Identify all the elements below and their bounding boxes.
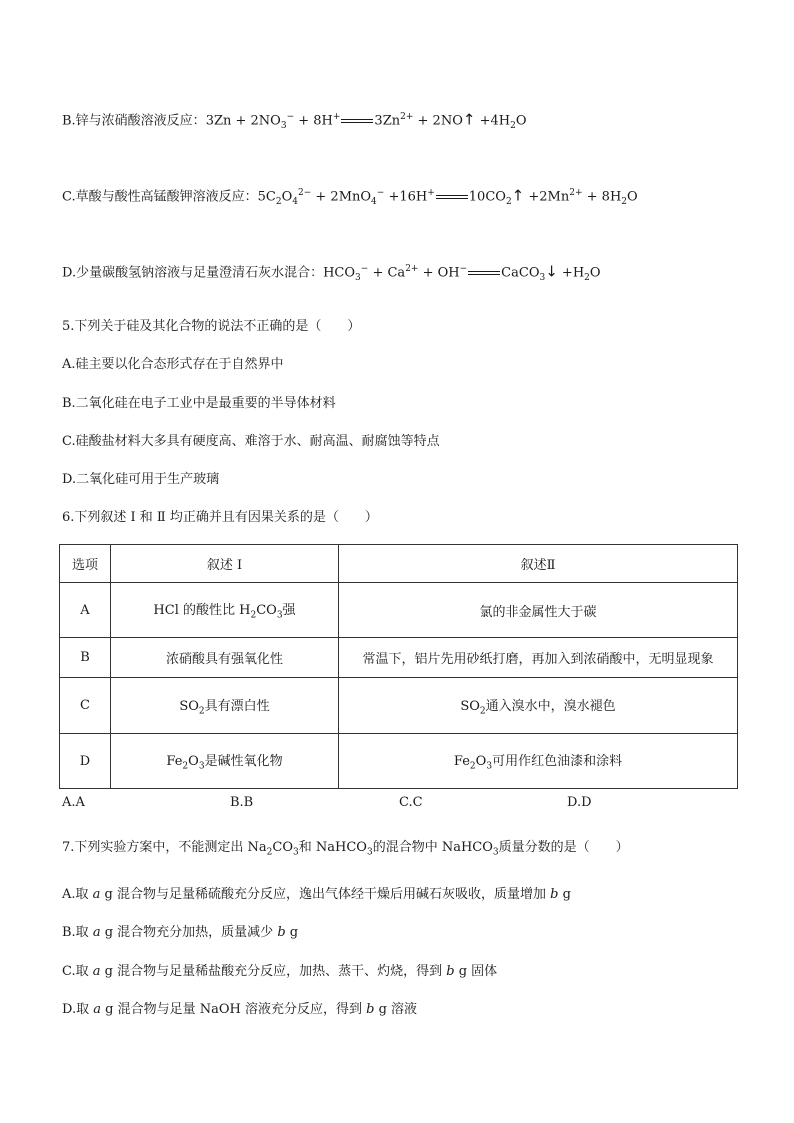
header-statement-2: 叙述Ⅱ (339, 545, 738, 583)
q5-stem: 5.下列关于硅及其化合物的说法不正确的是（ ） (62, 319, 361, 334)
table-row: C $SO_2$具有漂白性 $SO_2$通入溴水中，溴水褪色 (60, 678, 738, 734)
table-row: A HCl 的酸性比 $H_2CO_3$强 氯的非金属性大于碳 (60, 583, 738, 638)
q6-option-c: C.C (399, 795, 423, 810)
q5-option-c: C.硅酸盐材料大多具有硬度高、难溶于水、耐高温、耐腐蚀等特点 (62, 434, 440, 449)
q6-answer-options (62, 795, 762, 815)
q7-option-d: D.取 a g 混合物与足量 NaOH 溶液充分反应，得到 b g 溶液 (62, 1002, 418, 1017)
equals-sign (341, 119, 373, 123)
header-option: 选项 (60, 545, 111, 583)
table-header-row (60, 545, 738, 583)
q6-stem: 6.下列叙述 Ⅰ 和 Ⅱ 均正确并且有因果关系的是（ ） (62, 510, 378, 525)
gas-arrow-icon: ↑ (511, 186, 525, 205)
equals-sign (468, 271, 500, 275)
q7-option-c: C.取 a g 混合物与足量稀盐酸充分反应，加热、蒸干、灼烧，得到 b g 固体 (62, 964, 498, 979)
q4-option-b: B.锌与浓硝酸溶液反应：$3Zn + 2NO_3^- + 8H^+$ $3Zn^{2+}$ + 2NO↑ $+4H_2O$ (62, 110, 527, 131)
table-row: D $Fe_2O_3$是碱性氧化物 $Fe_2O_3$可用作红色油漆和涂料 (60, 734, 738, 789)
q4-option-d: D.少量碳酸氢钠溶液与足量澄清石灰水混合：$HCO_3^- + Ca^{2+} + OH^-$ CaCO$_3$↓ $+H_2O$ (62, 262, 601, 283)
q7-option-a: A.取 a g 混合物与足量稀硫酸充分反应，逸出气体经干燥后用碱石灰吸收，质量增加 b g (62, 887, 571, 902)
precipitate-arrow-icon: ↓ (545, 262, 558, 281)
gas-arrow-icon: ↑ (462, 110, 476, 129)
q4-option-c: C.草酸与酸性高锰酸钾溶液反应：$5C_2O_4^{2-} + 2MnO_4^- +16H^+$ $10CO_2↑ +2Mn^{2+} + 8H_2O$ (62, 186, 638, 207)
q5-option-b: B.二氧化硅在电子工业中是最重要的半导体材料 (62, 396, 336, 411)
q6-option-b: B.B (230, 795, 254, 810)
q5-option-d: D.二氧化硅可用于生产玻璃 (62, 472, 220, 487)
q7-stem: 7.下列实验方案中，不能测定出 $Na_2CO_3$和 NaHCO$_3$的混合物中 NaHCO$_3$质量分数的是（ ） (62, 840, 629, 858)
header-statement-1: 叙述 Ⅰ (111, 545, 339, 583)
q6-option-a: A.A (62, 795, 85, 810)
q5-option-a: A.硅主要以化合态形式存在于自然界中 (62, 357, 284, 372)
equals-sign (436, 195, 468, 199)
table-row: B 浓硝酸具有强氧化性 常温下，铝片先用砂纸打磨，再加入到浓硝酸中，无明显现象 (60, 638, 738, 678)
q6-option-d: D.D (567, 795, 592, 810)
q6-table (59, 544, 738, 789)
q7-option-b: B.取 a g 混合物充分加热，质量减少 b g (62, 925, 299, 940)
